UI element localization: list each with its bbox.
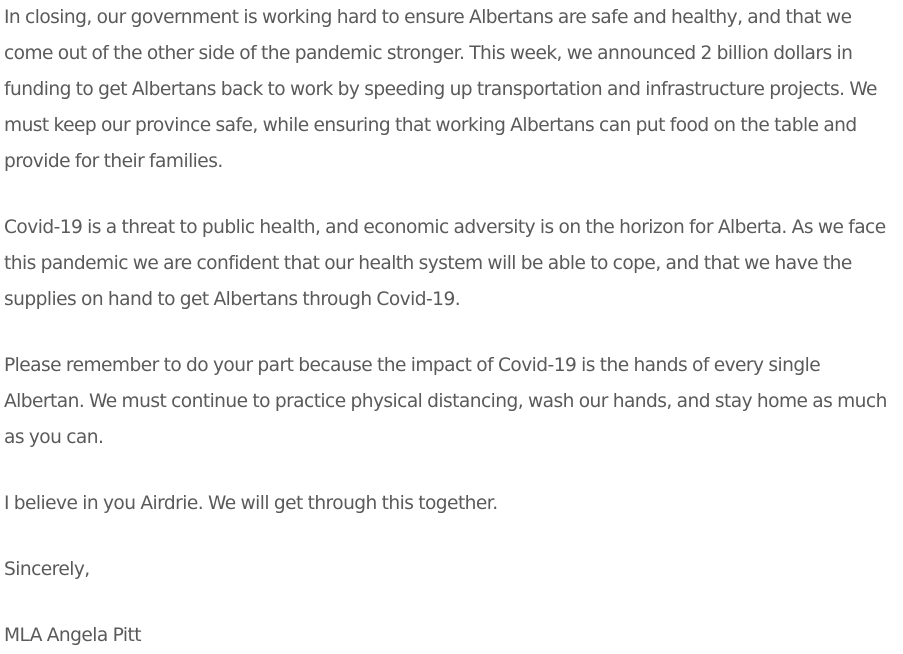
letter-closing: Sincerely, bbox=[4, 559, 90, 580]
letter-body bbox=[4, 0, 896, 654]
letter-signature: MLA Angela Pitt bbox=[4, 625, 141, 646]
paragraph-belief: I believe in you Airdrie. We will get through this together. bbox=[4, 493, 498, 514]
paragraph-closing-remarks: In closing, our government is working hard to ensure Albertans are safe and healthy, and that we come out of the other side of the pandemic stronger. This week, we announced 2 billion dollars in funding to get Albertans back to work by speeding up transportation and infrastructure projects. We must keep our province safe, while ensuring that working Albertans can put food on the table and provide for their families. bbox=[4, 7, 877, 172]
paragraph-do-your-part: Please remember to do your part because the impact of Covid-19 is the hands of every single Albertan. We must continue to practice physical distancing, wash our hands, and stay home as much as you can. bbox=[4, 355, 887, 448]
paragraph-covid-threat: Covid-19 is a threat to public health, and economic adversity is on the horizon for Alberta. As we face this pandemic we are confident that our health system will be able to cope, and that we have the supplies on hand to get Albertans through Covid-19. bbox=[4, 217, 886, 310]
